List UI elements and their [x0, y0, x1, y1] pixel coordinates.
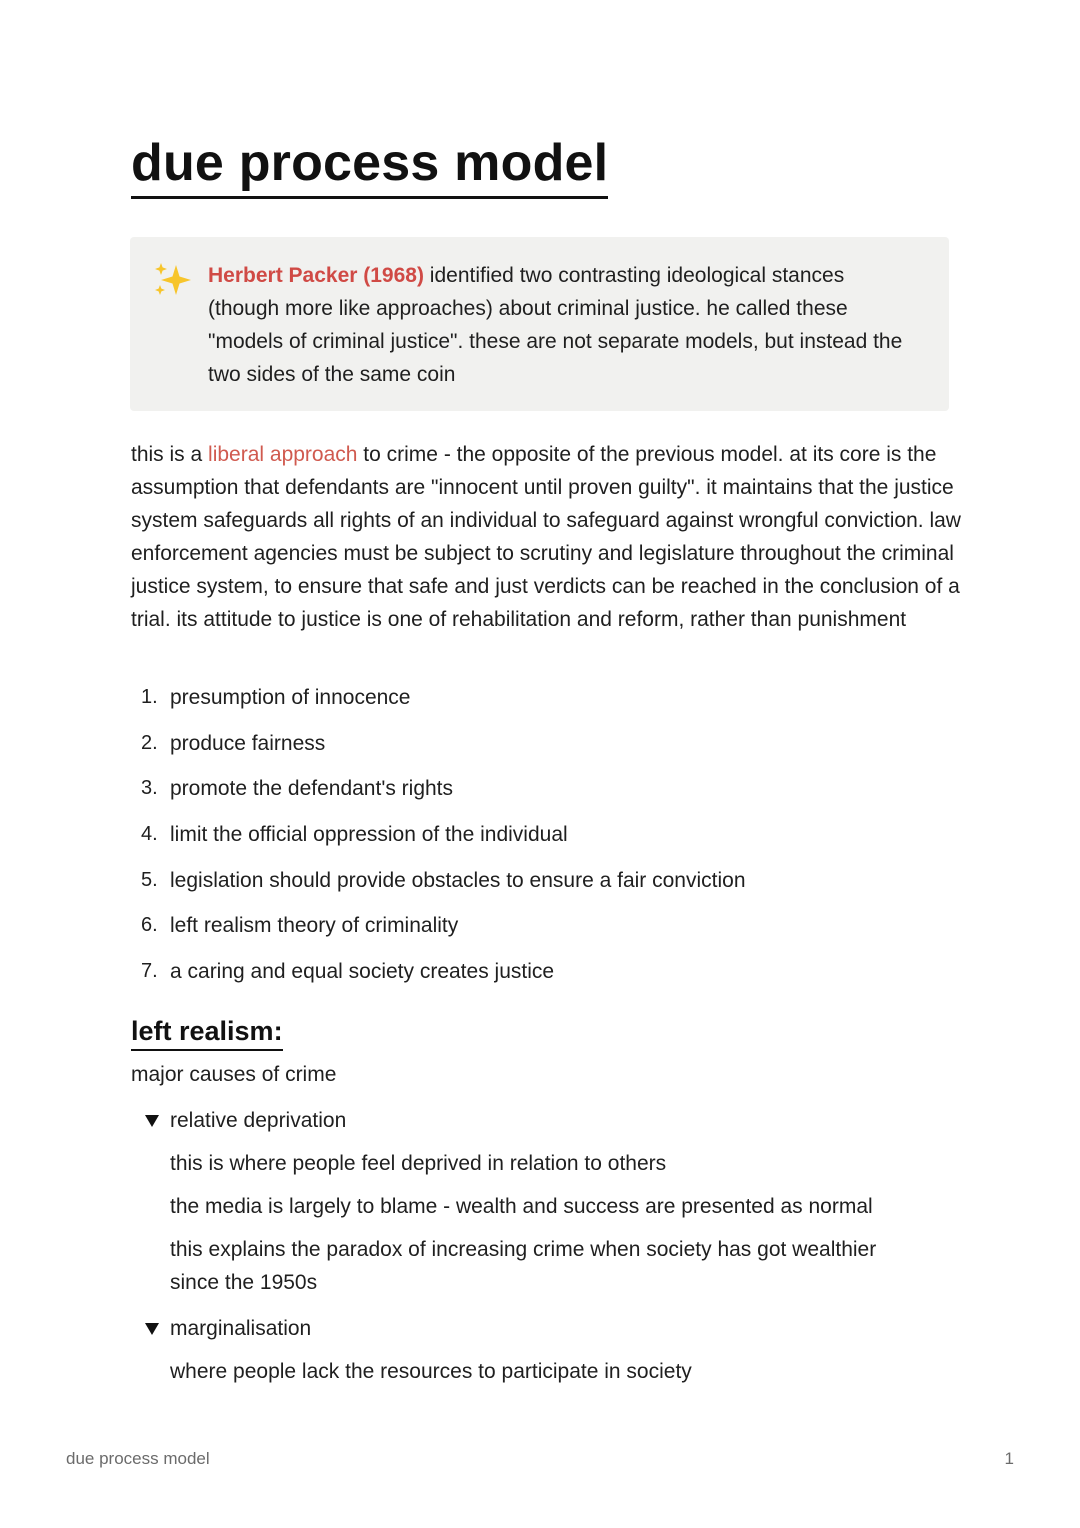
section-heading-left-realism: left realism: [131, 1014, 283, 1051]
list-number: 6. [141, 914, 158, 937]
footer-page-number: 1 [1004, 1449, 1014, 1468]
list-text: promote the defendant's rights [170, 777, 454, 801]
toggle-relative-deprivation[interactable] [143, 1104, 943, 1299]
callout-text [208, 259, 908, 391]
footer-document-name: due process model [66, 1449, 210, 1468]
list-number: 7. [141, 960, 158, 983]
toggle-item: this is where people feel deprived in relation to others [170, 1152, 667, 1175]
toggle-content [143, 1147, 943, 1299]
list-item [131, 955, 931, 1001]
list-item [131, 909, 931, 955]
list-item [131, 864, 931, 910]
toggle-header[interactable] [143, 1104, 943, 1137]
list-item [131, 818, 931, 864]
list-number: 5. [141, 868, 158, 891]
toggle-item: where people lack the resources to participate in society [170, 1360, 692, 1383]
list-text: presumption of innocence [170, 686, 411, 709]
toggle-item: the media is largely to blame - wealth and success are presented as normal [170, 1195, 873, 1218]
triangle-down-icon[interactable] [145, 1115, 159, 1127]
list-text: left realism theory of criminality [170, 914, 459, 938]
toggle-header[interactable] [143, 1312, 943, 1345]
list-item [131, 681, 931, 727]
intro-highlight: liberal approach [208, 443, 358, 466]
author-citation: Herbert Packer (1968) [208, 264, 424, 287]
list-number: 2. [141, 731, 158, 754]
list-number: 4. [141, 823, 158, 846]
toggle-title: relative deprivation [170, 1109, 347, 1132]
sparkles-icon [150, 259, 194, 303]
callout-box [130, 237, 949, 411]
toggle-item: this explains the paradox of increasing crime when society has got wealthier since the 1950s [170, 1238, 877, 1294]
toggle-marginalisation[interactable] [143, 1312, 943, 1388]
list-number: 3. [141, 777, 158, 800]
intro-paragraph [131, 438, 961, 636]
intro-before: this is a [131, 443, 209, 466]
intro-after: to crime - the opposite of the previous model. at its core is the assumption that defendants are "innocent until proven guilty". it maintains that the justice system safeguards all rights of an individual to safeguard against wrongful conviction. law enforcement agencies must be subject to scrutiny and legislature throughout the criminal justice system, to ensure that safe and just verdicts can be reached in the conclusion of a trial. its attitude to justice is one of rehabilitation and reform, rather than punishment [131, 443, 961, 631]
triangle-down-icon[interactable] [145, 1323, 159, 1335]
list-number: 1. [141, 686, 158, 708]
page-title: due process model [131, 132, 608, 199]
toggle-content [143, 1355, 943, 1388]
list-text: legislation should provide obstacles to ensure a fair conviction [170, 868, 746, 892]
list-item [131, 772, 931, 818]
principles-list [131, 681, 931, 1001]
list-text: a caring and equal society creates justice [170, 960, 555, 984]
toggle-title: marginalisation [170, 1317, 312, 1340]
list-item [131, 727, 931, 773]
list-text: limit the official oppression of the individual [170, 823, 568, 847]
list-text: produce fairness [170, 731, 326, 755]
section-subheading: major causes of crime [131, 1063, 337, 1086]
callout-body: identified two contrasting ideological stances (though more like approaches) about criminal justice. he called these "models of criminal justice". these are not separate models, but instead the two sides of the same coin [208, 264, 903, 386]
